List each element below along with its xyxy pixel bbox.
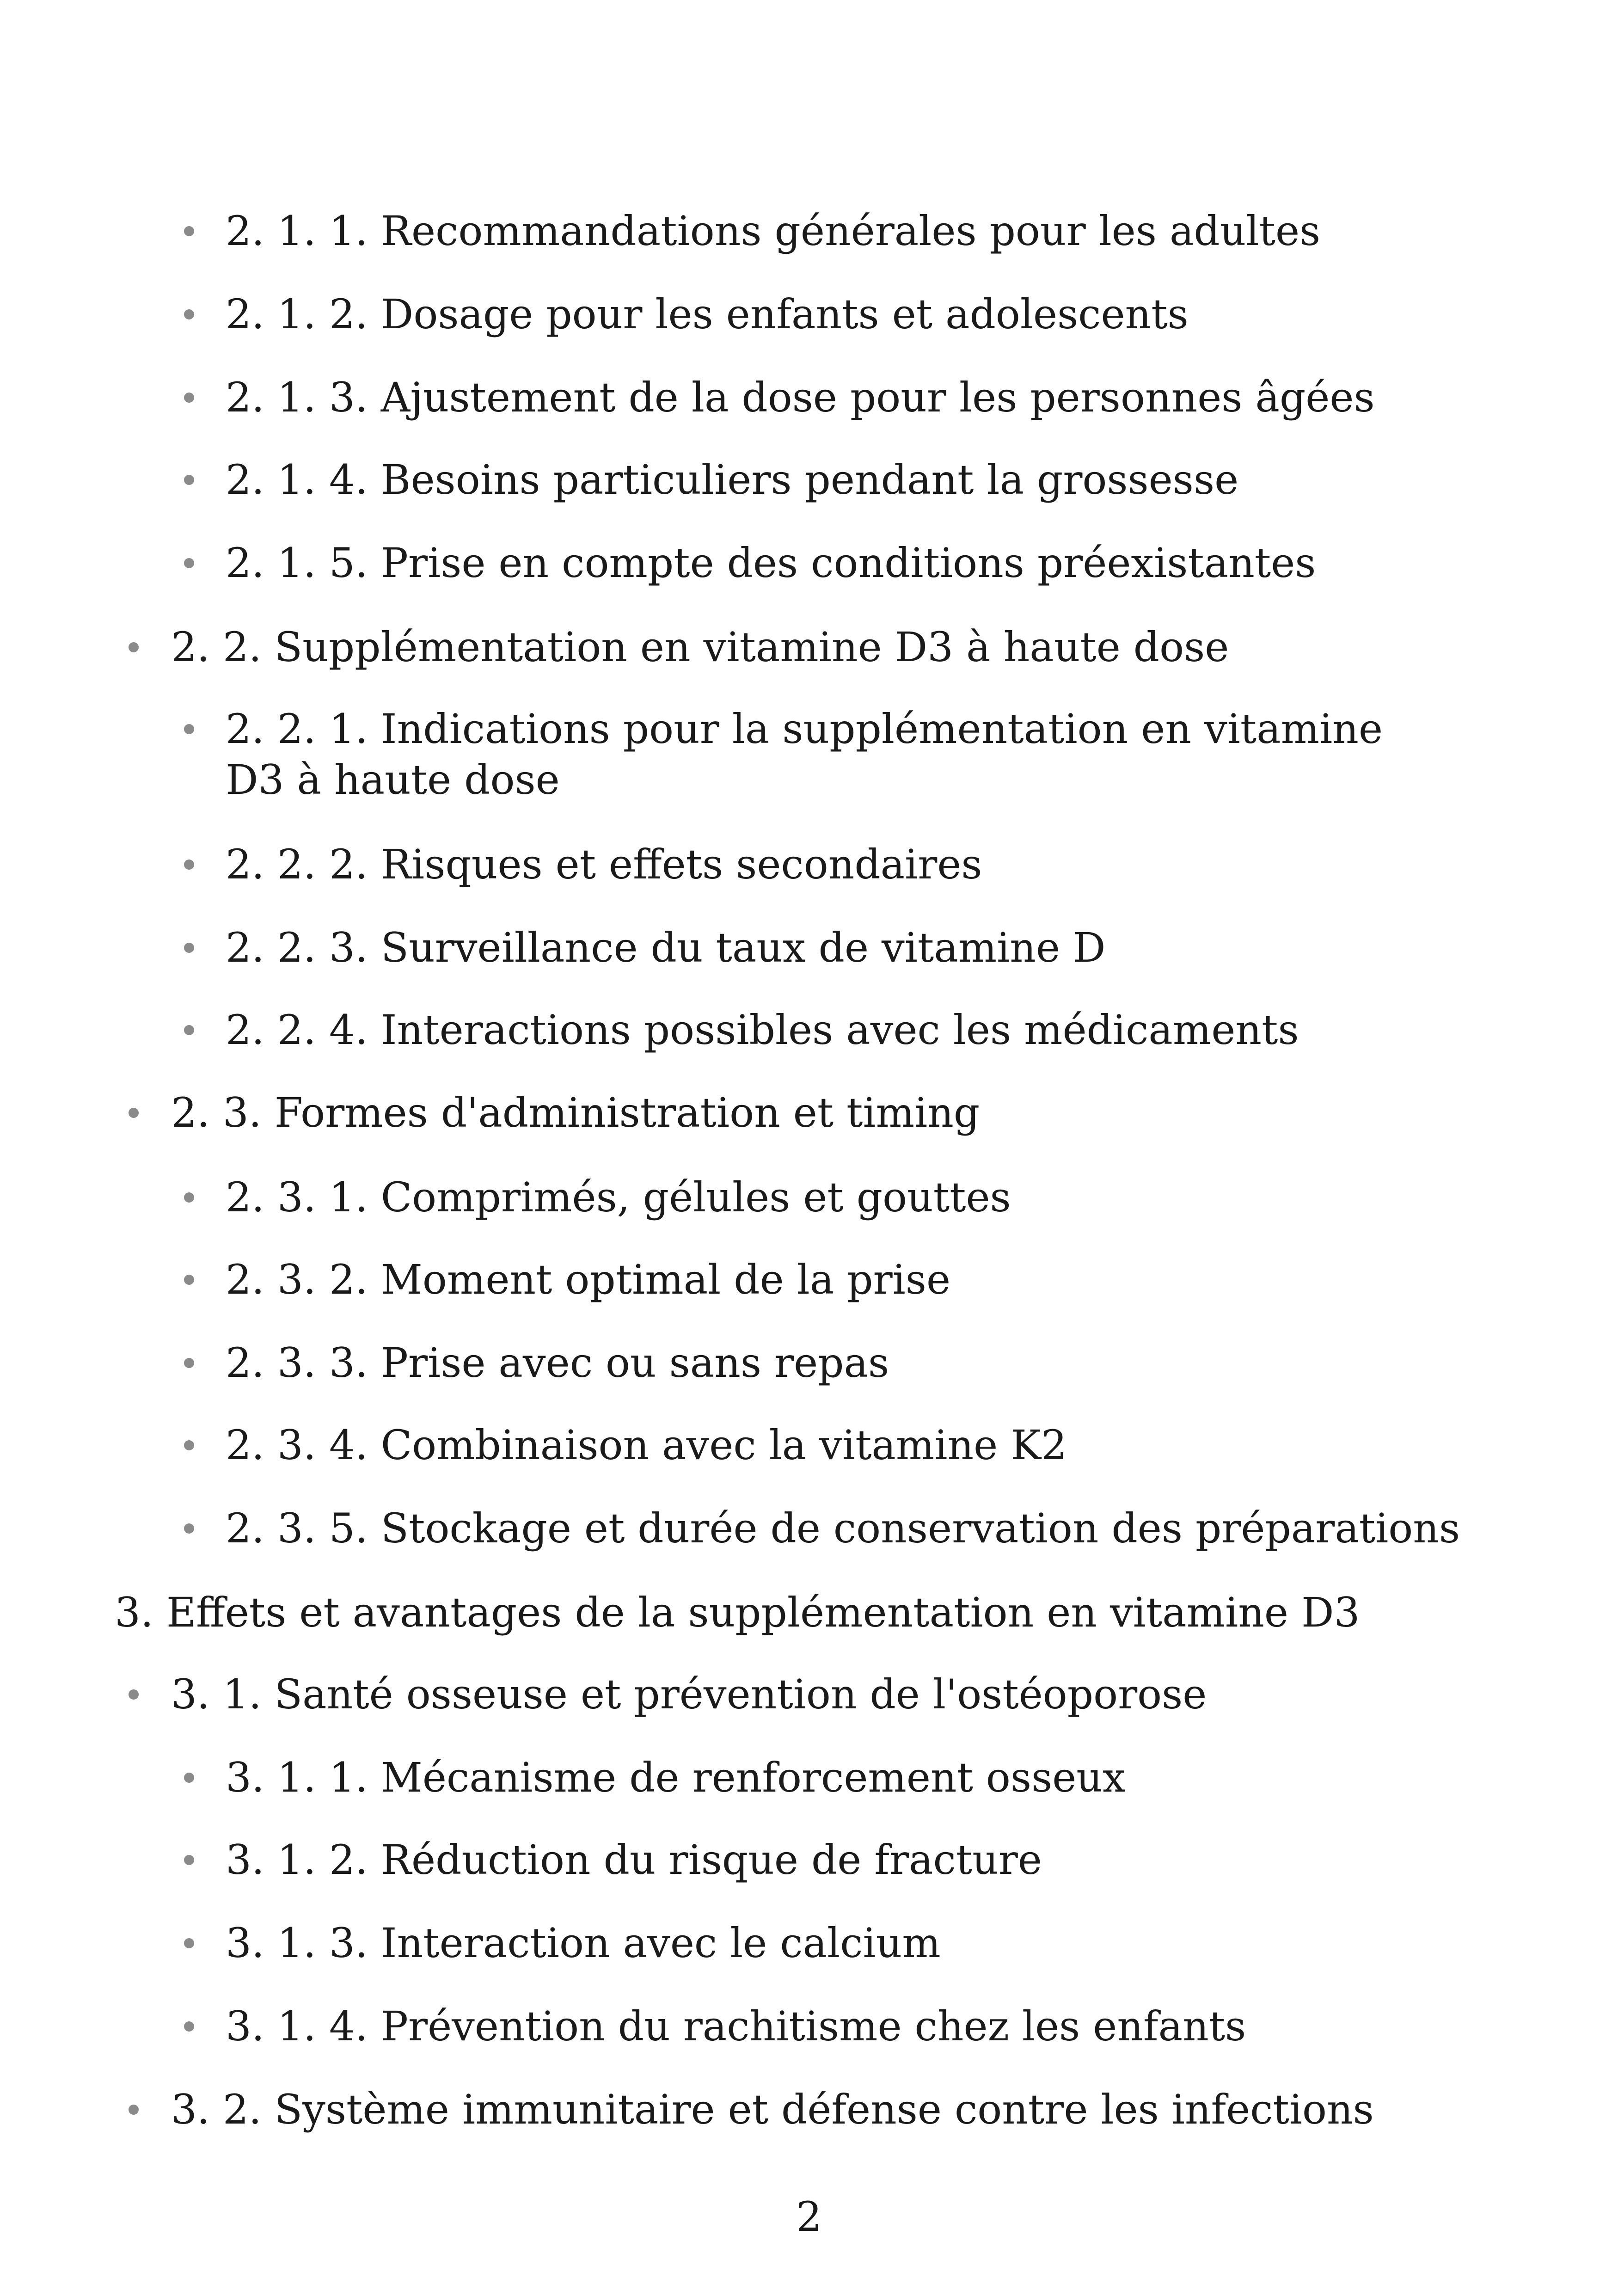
toc-entry bbox=[115, 1587, 1360, 1638]
toc-entry-text: 2. 3. 3. Prise avec ou sans repas bbox=[226, 1339, 889, 1387]
bullet-icon bbox=[184, 1523, 194, 1534]
bullet-icon bbox=[129, 1108, 139, 1118]
toc-entry-text: 2. 3. Formes d'administration et timing bbox=[171, 1089, 980, 1136]
toc-entry bbox=[226, 2001, 1246, 2052]
bullet-icon bbox=[184, 1275, 194, 1285]
toc-entry-text: 2. 3. 5. Stockage et durée de conservation des préparations bbox=[226, 1504, 1460, 1552]
toc-entry-text: 2. 1. 2. Dosage pour les enfants et adolescents bbox=[226, 290, 1189, 338]
bullet-icon bbox=[184, 1773, 194, 1783]
toc-entry-text: 2. 2. 2. Risques et effets secondaires bbox=[226, 841, 982, 888]
bullet-icon bbox=[184, 724, 194, 734]
toc-entry-text: 2. 1. 3. Ajustement de la dose pour les personnes âgées bbox=[226, 374, 1375, 421]
bullet-icon bbox=[184, 475, 194, 485]
toc-entry-text: 2. 3. 4. Combinaison avec la vitamine K2 bbox=[226, 1421, 1067, 1469]
toc-entry-text: 2. 2. 1. Indications pour la supplémentation en vitamine D3 à haute dose bbox=[226, 705, 1383, 804]
toc-entry-text: 3. Effets et avantages de la supplémentation en vitamine D3 bbox=[115, 1589, 1360, 1636]
toc-entry-text: 3. 1. 4. Prévention du rachitisme chez les enfants bbox=[226, 2002, 1246, 2050]
bullet-icon bbox=[184, 1855, 194, 1865]
toc-entry-text: 3. 1. 3. Interaction avec le calcium bbox=[226, 1919, 941, 1967]
toc-entry bbox=[226, 1338, 889, 1388]
toc-entry bbox=[226, 1918, 941, 1969]
bullet-icon bbox=[184, 1358, 194, 1368]
toc-entry-text: 3. 1. 1. Mécanisme de renforcement osseux bbox=[226, 1754, 1126, 1801]
bullet-icon bbox=[129, 1689, 139, 1700]
toc-entry bbox=[226, 206, 1320, 257]
toc-entry-text: 2. 1. 4. Besoins particuliers pendant la grossesse bbox=[226, 456, 1239, 503]
toc-entry bbox=[226, 1835, 1042, 1885]
toc-entry-text: 2. 2. Supplémentation en vitamine D3 à haute dose bbox=[171, 623, 1229, 671]
toc-entry bbox=[171, 1087, 980, 1138]
bullet-icon bbox=[184, 309, 194, 319]
bullet-icon bbox=[184, 943, 194, 953]
toc-entry bbox=[226, 289, 1189, 340]
toc-entry-text: 3. 1. 2. Réduction du risque de fracture bbox=[226, 1836, 1042, 1884]
bullet-icon bbox=[184, 2021, 194, 2032]
toc-entry-text: 2. 2. 3. Surveillance du taux de vitamine D bbox=[226, 924, 1106, 971]
toc-entry-text: 3. 1. Santé osseuse et prévention de l'ostéoporose bbox=[171, 1670, 1207, 1718]
bullet-icon bbox=[184, 393, 194, 403]
toc-entry bbox=[226, 1420, 1067, 1471]
toc-entry bbox=[226, 704, 1437, 805]
toc-entry bbox=[171, 1669, 1207, 1720]
bullet-icon bbox=[184, 1440, 194, 1450]
toc-entry bbox=[226, 1503, 1460, 1554]
toc-entry-text: 2. 1. 5. Prise en compte des conditions préexistantes bbox=[226, 539, 1316, 587]
bullet-icon bbox=[184, 1192, 194, 1203]
bullet-icon bbox=[184, 558, 194, 568]
toc-entry bbox=[226, 454, 1238, 505]
toc-entry bbox=[171, 2084, 1374, 2135]
page-number: 2 bbox=[796, 2193, 822, 2241]
bullet-icon bbox=[184, 1938, 194, 1948]
toc-entry bbox=[226, 372, 1375, 423]
toc-entry bbox=[171, 622, 1229, 673]
toc-entry-text: 3. 2. Système immunitaire et défense contre les infections bbox=[171, 2086, 1374, 2133]
toc-entry bbox=[226, 839, 982, 890]
bullet-icon bbox=[129, 2105, 139, 2115]
toc-entry bbox=[226, 1752, 1126, 1803]
bullet-icon bbox=[184, 1025, 194, 1035]
toc-entry bbox=[226, 1005, 1299, 1056]
toc-entry bbox=[226, 1254, 950, 1305]
toc-entry-text: 2. 3. 2. Moment optimal de la prise bbox=[226, 1256, 951, 1303]
bullet-icon bbox=[184, 226, 194, 236]
toc-entry bbox=[226, 538, 1316, 589]
bullet-icon bbox=[184, 859, 194, 870]
bullet-icon bbox=[129, 642, 139, 652]
toc-entry bbox=[226, 1172, 1011, 1223]
toc-entry-text: 2. 1. 1. Recommandations générales pour les adultes bbox=[226, 207, 1321, 255]
toc-entry-text: 2. 2. 4. Interactions possibles avec les médicaments bbox=[226, 1006, 1299, 1054]
toc-entry bbox=[226, 922, 1106, 973]
toc-entry-text: 2. 3. 1. Comprimés, gélules et gouttes bbox=[226, 1173, 1011, 1221]
